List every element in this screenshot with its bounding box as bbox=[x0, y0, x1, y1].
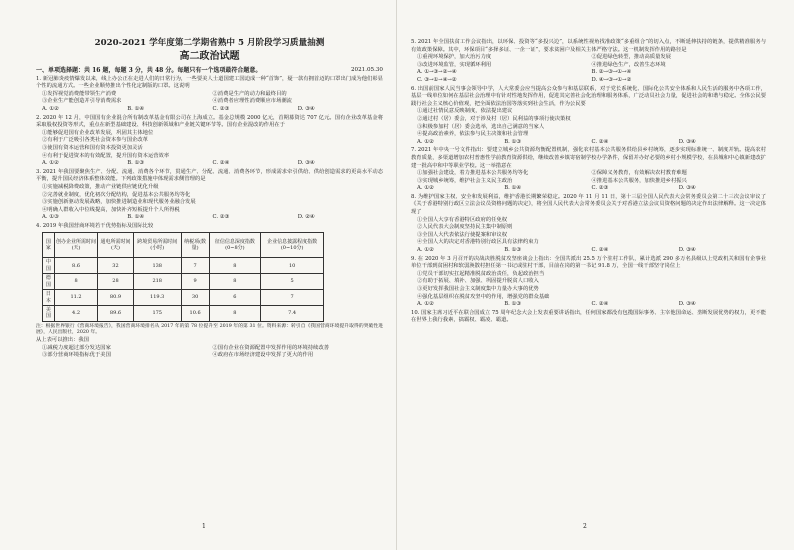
question-3 bbox=[36, 169, 383, 222]
table-cell: 德国 bbox=[43, 274, 55, 290]
table-cell: 80.9 bbox=[98, 290, 134, 306]
option: ②有利于广泛吸引各类社会资本参与国企改革 bbox=[42, 137, 148, 144]
question-stem: 4. 2019 年我国营商环境若干优势指标及国际比较 bbox=[36, 222, 154, 229]
option: ③积极参加村（居）委会选举，选出自己满意的当家人 bbox=[417, 123, 545, 130]
table-cell: 9 bbox=[181, 274, 209, 290]
question-stem: 3. 2021 年我国要聚焦生产、分配、流通、消费各个环节，贯通生产、分配、流通、消费各环节，形成需求牵引供给、供给创造需求的更高水平动态平衡，提升国民经济体系整体效能。下列政策措施中体现需求侧管理的是 bbox=[36, 168, 383, 183]
table-cell: 日本 bbox=[43, 290, 55, 306]
choice-c: C. ②④ bbox=[591, 138, 609, 145]
choice-a: A. ①② bbox=[417, 301, 434, 308]
option: ④全国人大的决定对香港特别行政区具有法律约束力 bbox=[417, 239, 539, 246]
option: ②完善就业制度，优化初次分配结构，促进基本公共服务均等化 bbox=[42, 191, 191, 198]
question-stem: 8. 为维护国家主权、安全和发展利益，维护香港长期繁荣稳定。2020 年 11 月 11 日，第十三届全国人民代表大会常务委员会第二十三次会议审议了《关于香港特别行政区立法会议员资格问题的决定》，将全国人民代表大会常务委员会关于对香港立法会议员资格问题的决定作出法律解释。这一决定体现了 bbox=[411, 193, 766, 216]
question-8 bbox=[411, 194, 766, 255]
table-cell: 11.2 bbox=[54, 290, 97, 306]
option: ①全国人大享有香港特区政府的任免权 bbox=[417, 216, 508, 223]
table-cell: 8 bbox=[209, 274, 261, 290]
option: ④明确人群收入中位线提高，加快补齐短板提升个人所得税 bbox=[42, 206, 180, 213]
choice-b: B. ①③ bbox=[504, 247, 522, 254]
choice-b: B. ①③ bbox=[127, 160, 145, 167]
choice-c: C. ②③ bbox=[212, 105, 230, 112]
exam-date: 2021.05.30 bbox=[350, 67, 383, 73]
option: ①实施减税降费政策，推动产业链供应链优化升级 bbox=[42, 183, 159, 190]
choice-d: D. ③④ bbox=[297, 105, 315, 112]
option: ①党员干部切实扛起精准脱贫政治责任，负起政治担当 bbox=[417, 270, 545, 277]
choice-a: A. ①② bbox=[42, 105, 59, 112]
column-header: 跨境贸易所需时间(小时) bbox=[133, 233, 181, 258]
column-header: 纳税项(数量) bbox=[181, 233, 209, 258]
table-row bbox=[43, 305, 324, 321]
table-cell: 10 bbox=[261, 258, 324, 274]
option: ③使国有资本运营和国有资本投资更加灵活 bbox=[42, 144, 143, 151]
choice-d: D. ④→③→①→② bbox=[591, 76, 632, 83]
choice-b: B. ①④ bbox=[504, 185, 522, 192]
option: ④推进绿色生产，改善生态环境 bbox=[591, 61, 666, 68]
option: ③实施创新驱动发展战略，加快推进制造业和现代服务业融合发展 bbox=[42, 199, 196, 206]
page-number: 2 bbox=[583, 523, 587, 530]
column-header: 企业信息披露程度指数(0~10分) bbox=[261, 233, 324, 258]
column-header: 创办企业所需时间(天) bbox=[54, 233, 97, 258]
choice-b: B. ①③ bbox=[504, 301, 522, 308]
question-stem: 7. 2021 年中央一号文件指出：要建立城乡公共资源均衡配置机制，强化农村基本公共服务供给县乡村统筹，逐步实现标准统一、制度并轨。提高农村教育质量，多渠道增加农村普惠性学前教育资源供给，继续改善乡镇寄宿制学校办学条件，保留并办好必要的乡村小规模学校，在县城和中心镇新建改扩建一批高中和中等职业学校。这一举措意在 bbox=[411, 147, 766, 169]
exam-subtitle: 高二政治试题 bbox=[179, 51, 240, 62]
choice-c: C. ②④ bbox=[212, 160, 230, 167]
table-cell: 8 bbox=[209, 305, 261, 321]
choice-d: D. ③④ bbox=[297, 160, 315, 167]
choice-d: D. ③④ bbox=[678, 301, 696, 308]
table-cell: 89.6 bbox=[98, 305, 134, 321]
option: ②保障义务教育，有效解决农村教育难题 bbox=[591, 170, 687, 177]
question-10 bbox=[411, 310, 766, 325]
choice-a: A. ①→③→②→④ bbox=[417, 69, 457, 76]
question-stem: 1. 新冠肺炎疫情爆发以来，线上办公正在走进人们的日常行为，一些要美人士道国建工国迫成一种“首饰”，疑一款有拥首迈的口罩出门成为他们彰显个性的流通方式。一些企业顺势推出个性化定制版的口罩。这说明 bbox=[36, 75, 383, 90]
question-2 bbox=[36, 115, 383, 168]
choice-a: A. ①③ bbox=[42, 214, 59, 221]
table-header-row bbox=[43, 233, 324, 258]
table-cell: 10.6 bbox=[181, 305, 209, 321]
choice-b: B. ①④ bbox=[127, 105, 145, 112]
option: ②促进绿色转型，推动高质量发展 bbox=[591, 54, 671, 61]
choice-c: C. ②③ bbox=[591, 185, 609, 192]
option: ④政府在市场经济建设中发挥了更大的作用 bbox=[212, 352, 314, 359]
question-stem: 6. 出国前国家人民当事会领导中学，人大常委会应当提高公众参与和基层联系，对于党长系统化、国际化公共安全体系和人民生活的服务中各项工作，基层一线单位如何在基层社会治理中有针对性地发挥作用，促进其完善社会化治理和服务体系，广泛动员社会力量，促进社会的和谐与稳定。全体公民要践行社会主义核心价值观，把全面依法治国等落实到社会生活，作为公民要 bbox=[411, 85, 766, 107]
choice-c: C. ②④ bbox=[591, 247, 609, 254]
choice-d: D. ③④ bbox=[678, 138, 696, 145]
table-cell: 8 bbox=[209, 258, 261, 274]
choice-c: C. ②④ bbox=[591, 301, 609, 308]
table-cell: 7 bbox=[261, 290, 324, 306]
table-cell: 8 bbox=[54, 274, 97, 290]
option: ①重视环境保护，加大治污力度 bbox=[417, 54, 492, 61]
choice-b: B. ①④ bbox=[127, 214, 145, 221]
page-number: 1 bbox=[202, 523, 206, 530]
table-row bbox=[43, 258, 324, 274]
question-stem: 2. 2020 年 12 月，中国国有企业混合所有制改革基金有限公司在上海成立。基金总规模 2000 亿元，首期募资达 707 亿元。国有企业改革基金将采取股权投资等形式，重点在新型基础建设、科技创新领域和产业链关键环节等。国有企业混改的作用在于 bbox=[36, 114, 383, 129]
question-5 bbox=[411, 39, 766, 85]
table-cell: 28 bbox=[98, 274, 134, 290]
choice-a: A. ①② bbox=[417, 247, 434, 254]
column-header: 国家 bbox=[43, 233, 55, 258]
column-header: 通电所需时间(天) bbox=[98, 233, 134, 258]
table-cell: 7.4 bbox=[261, 305, 324, 321]
question-stem: 5. 2021 年全国扶贫工作会议指出，以环保、投资等“多投兴边”，以系统性视角找准政策“多重组合”的切入点，不断延伸扶持的链条，提供精准服务与有效政策保障。其中，环保项目“多择多证、一企一证”，要求贫困户及相关主体严格守法。这一机制发挥作用的路径是 bbox=[411, 39, 766, 53]
choice-d: D. ③④ bbox=[678, 185, 696, 192]
business-environment-table bbox=[42, 232, 324, 321]
table-cell: 中国 bbox=[43, 258, 55, 274]
table-cell: 30 bbox=[181, 290, 209, 306]
option: ①减税力度超过部分发达国家 bbox=[42, 344, 111, 351]
option: ③实现城乡统筹，维护社会主义民主政治 bbox=[417, 177, 513, 184]
option: ①发挥视觉消费能带领生产消费 bbox=[42, 90, 117, 97]
table-cell: 138 bbox=[133, 258, 181, 274]
option: ②国有企业在资源配置中发挥作用的环境持续改善 bbox=[212, 344, 330, 351]
section-title: 一、单项选择题：共 16 题，每题 3 分，共 48 分。每题只有一个选项最符合题意。 bbox=[36, 67, 262, 74]
question-stem: 10. 国家主席习近平在联合国成立 75 周年纪念大会上发表重要讲话指出，任何国家都没有包揽国际事务、主宰他国命运、垄断发展优势的权力，更不能在世界上我行我素，搞霸权、霸凌、霸道。 bbox=[411, 309, 766, 324]
choice-c: C. ③→①→④→② bbox=[417, 76, 457, 83]
option: ③改进环境监管，实现循环利用 bbox=[417, 61, 492, 68]
choice-a: A. ①② bbox=[417, 138, 434, 145]
option: ④推进基本公共服务，加快推进乡村振兴 bbox=[591, 177, 687, 184]
option: ①通过社情民意反映制度，依法提出建议 bbox=[417, 108, 513, 115]
question-1 bbox=[36, 76, 383, 114]
option: ①能够促进国有企业改革发展，巩固其主体地位 bbox=[42, 129, 154, 136]
option: ②通过村（居）委会，对于涉及村（居）民利益的事项行使决策权 bbox=[417, 115, 571, 122]
question-7 bbox=[411, 147, 766, 193]
option: ②消费是生产的动力和最终目的 bbox=[212, 90, 287, 97]
question-lead: 从上表可以推出：我国 bbox=[36, 336, 89, 343]
exam-title: 2020-2021 学年度第二学期省熟中 5 月阶段学习质量抽测 bbox=[94, 38, 325, 48]
table-cell: 6 bbox=[209, 290, 261, 306]
question-stem: 9. 在 2020 年 3 月召开的决战决胜脱贫攻坚座谈会上指出：全国共派出 25.5 万个驻村工作队，累计选派 290 多万名县级以上党政机关和国有企事业单位干部到贫困村和软弱涣散村担任第一书记或驻村干部，目前在岗的第一书记 91.8 万，全国一线干部坚守岗位上 bbox=[411, 255, 766, 270]
table-cell: 119.3 bbox=[133, 290, 181, 306]
table-cell: 4.2 bbox=[54, 305, 97, 321]
table-cell: 8.6 bbox=[54, 258, 97, 274]
question-9 bbox=[411, 256, 766, 309]
option: ③企业生产能创造并引导消费需求 bbox=[42, 98, 122, 105]
choice-c: C. ②③ bbox=[212, 214, 230, 221]
table-note: 注：根据世界银行《营商环境报告》，我国营商环境排名从 2017 年的第 78 位提升至 2019 年的第 31 位。资料来源：转引自《我国营商环境提升取得的突破性进展》，人民出版社，2020 年。 bbox=[36, 323, 383, 336]
option: ④强化基层组织在脱贫攻坚中的作用，增强党的群众基础 bbox=[417, 293, 550, 300]
option: ④消费者应理性消费顺应市场潮流 bbox=[212, 98, 292, 105]
table-cell: 32 bbox=[98, 258, 134, 274]
option: ③全国人大代表依法行使提案和审议权 bbox=[417, 231, 508, 238]
option: ③部分营商环境指标优于美国 bbox=[42, 352, 111, 359]
option: ③更好发挥我国社会主义制度集中力量办大事的优势 bbox=[417, 286, 539, 292]
section-header bbox=[36, 67, 383, 75]
option: ①加强社会建设，着力推进基本公共服务均等化 bbox=[417, 170, 529, 177]
option: ④提高政治素养，依法参与民主决策和社会管理 bbox=[417, 131, 529, 138]
table-cell: 218 bbox=[133, 274, 181, 290]
table-cell: 5 bbox=[261, 274, 324, 290]
column-header: 征信信息深度指数(0~8分) bbox=[209, 233, 261, 258]
choice-b: B. ①③ bbox=[504, 138, 522, 145]
page-right bbox=[397, 0, 794, 550]
option: ②人民代表大会制度坚持民主集中制原则 bbox=[417, 224, 513, 231]
choice-a: A. ①② bbox=[42, 160, 59, 167]
table-cell: 175 bbox=[133, 305, 181, 321]
question-4 bbox=[36, 223, 383, 360]
option: ②有助于拓展、填补、加强、巩固提升脱贫人口收入 bbox=[417, 278, 539, 285]
choice-d: D. ②④ bbox=[297, 214, 315, 221]
table-cell: 7 bbox=[181, 258, 209, 274]
choice-a: A. ①② bbox=[417, 185, 434, 192]
question-6 bbox=[411, 86, 766, 147]
choice-b: B. ②→③→①→④ bbox=[591, 69, 632, 76]
option: ④有利于促进资本的有效配置，提升国有资本运营效率 bbox=[42, 152, 170, 159]
table-row bbox=[43, 274, 324, 290]
table-row bbox=[43, 290, 324, 306]
table-cell: 美国 bbox=[43, 305, 55, 321]
choice-d: D. ③④ bbox=[678, 247, 696, 254]
